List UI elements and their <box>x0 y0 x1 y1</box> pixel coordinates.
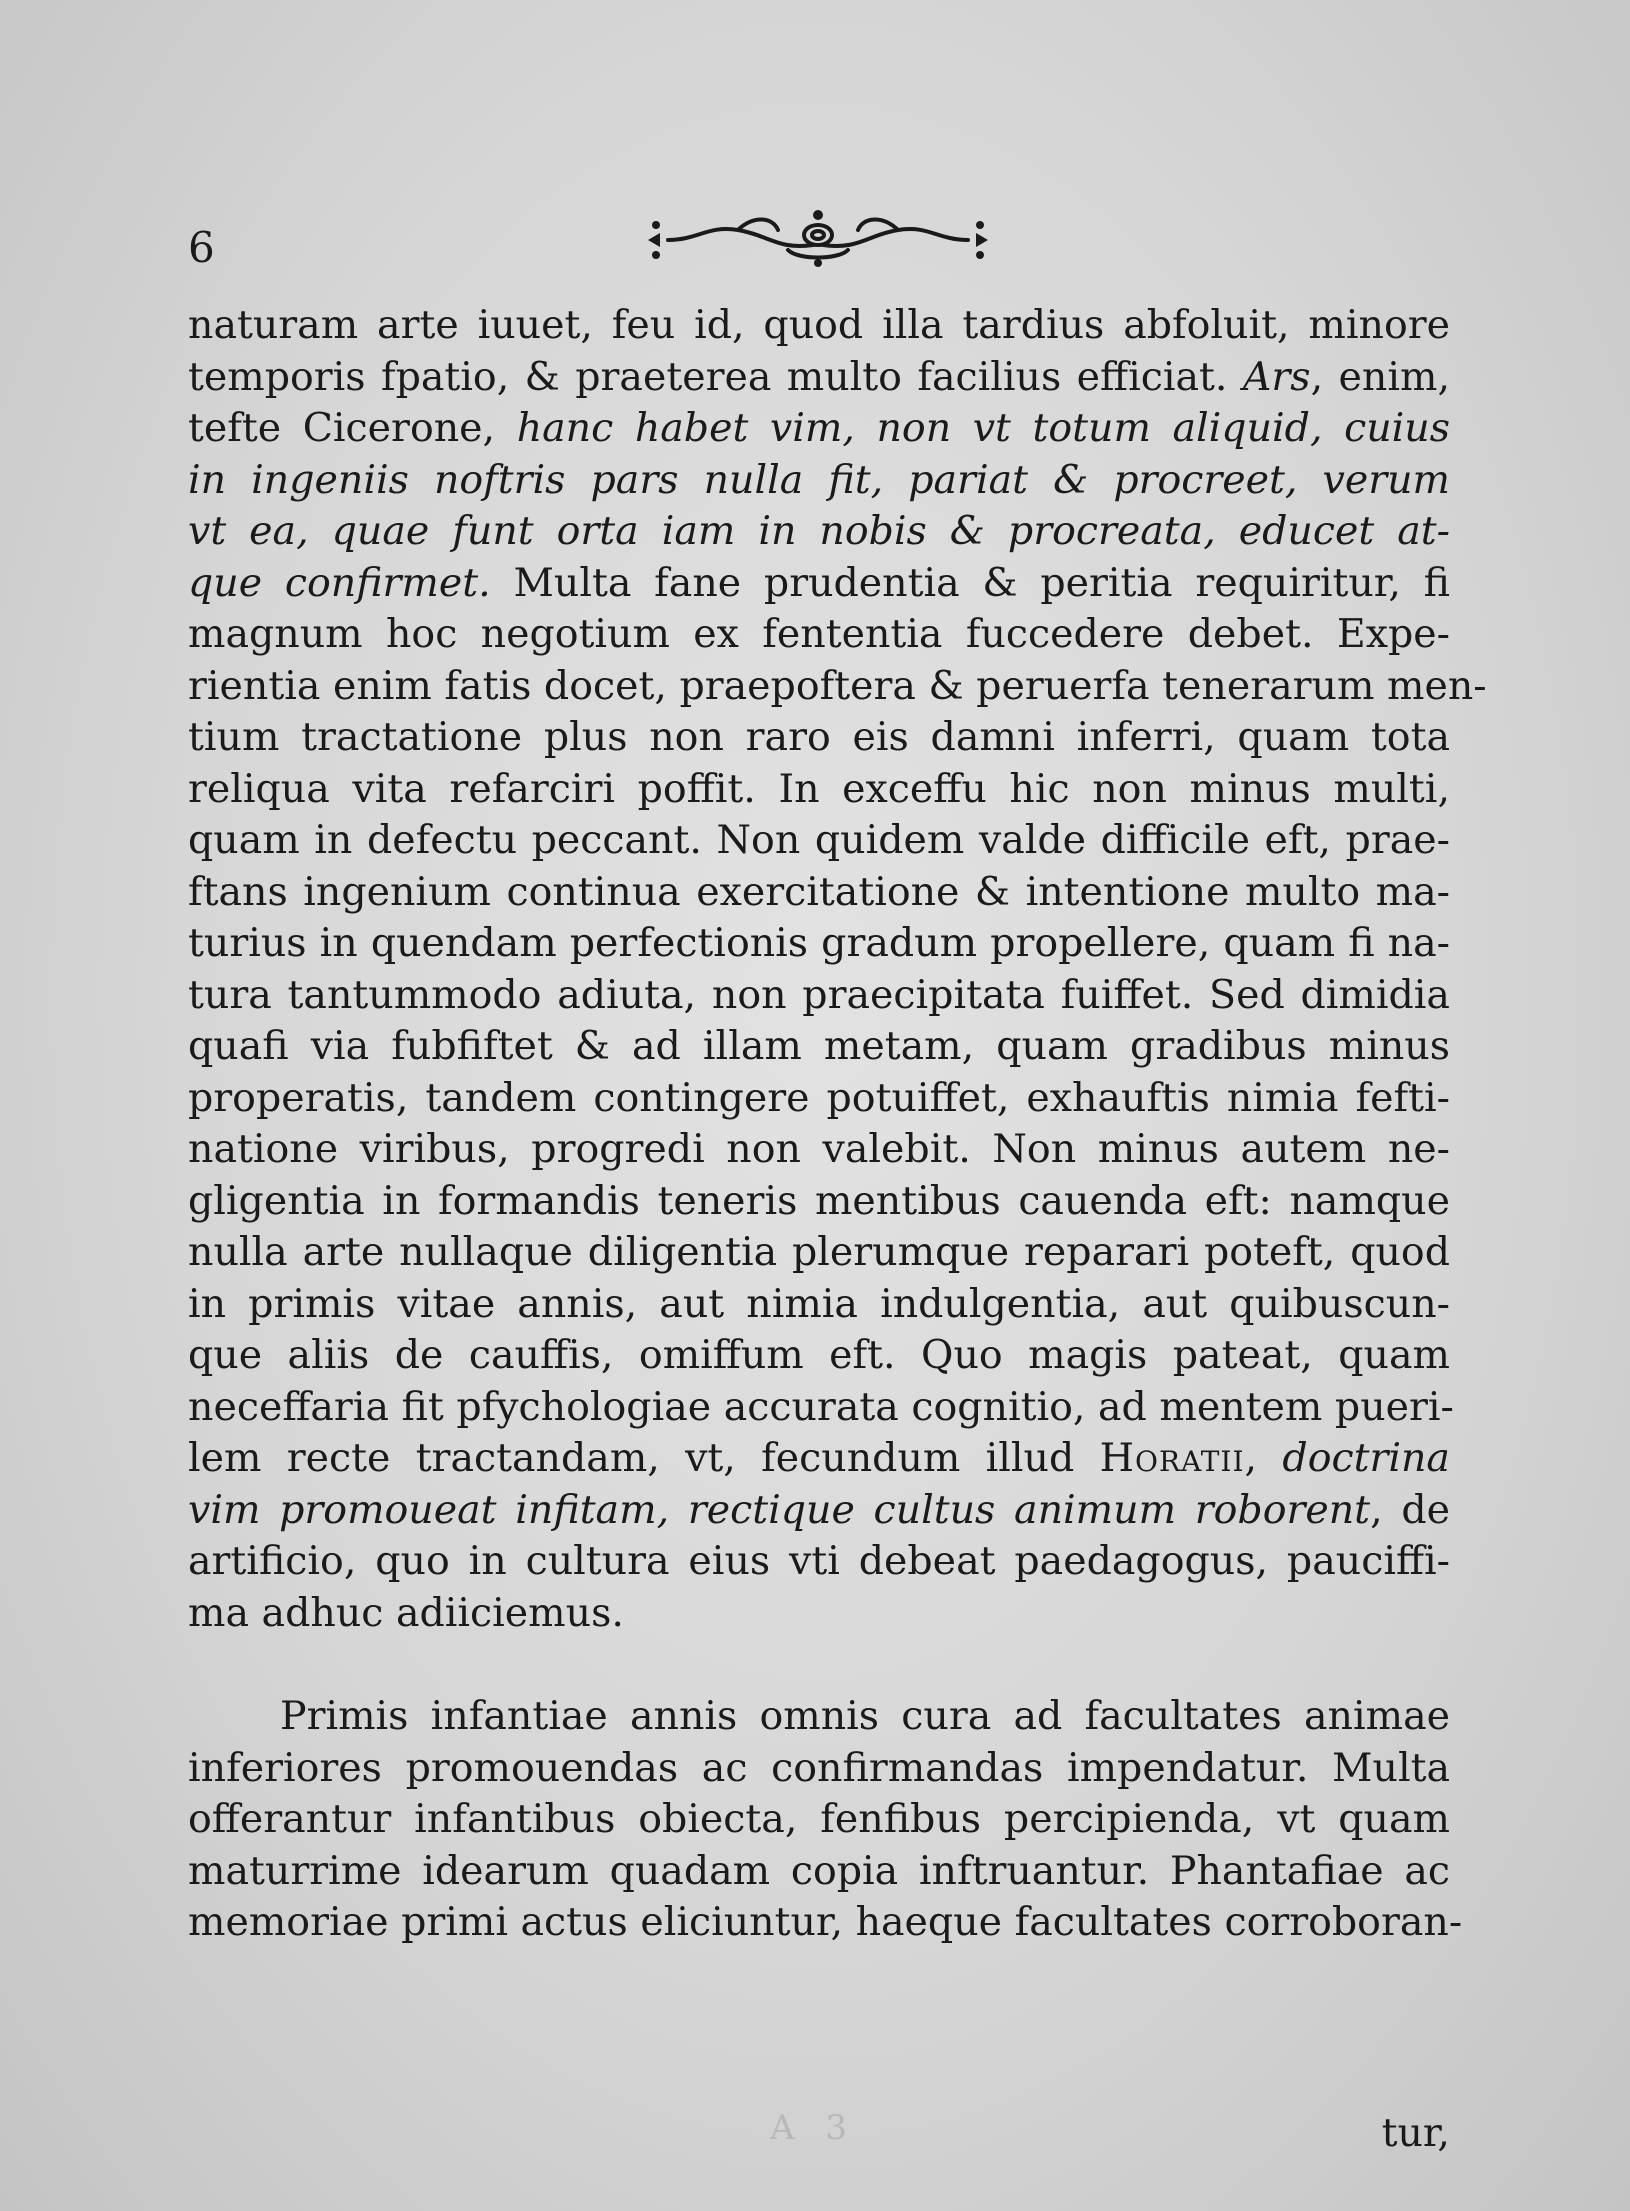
text-line <box>188 1279 1450 1331</box>
italic-text: doctrina <box>1282 1435 1450 1481</box>
text-line <box>188 1021 1450 1073</box>
text-segment: inferiores promouendas ac confirmandas impendatur. Multa <box>188 1744 1450 1791</box>
italic-text: que confirmet. <box>188 559 491 606</box>
text-line <box>188 1794 1450 1846</box>
small-caps-text: Horatii <box>1099 1435 1245 1481</box>
text-line <box>188 1588 1450 1640</box>
text-segment: lem recte tractandam, vt, fecundum illud <box>188 1435 1100 1481</box>
text-segment: rientia enim fatis docet, praepoftera & peruerfa tenerarum men- <box>188 662 1487 709</box>
text-segment: offerantur infantibus obiecta, fenfibus percipienda, vt quam <box>188 1796 1450 1842</box>
text-line <box>188 1124 1450 1176</box>
text-segment: nulla arte nullaque diligentia plerumque reparari poteft, quod <box>188 1229 1450 1275</box>
text-line <box>188 1382 1454 1434</box>
text-line <box>188 1176 1450 1228</box>
text-segment: tefte Cicerone, <box>188 405 517 451</box>
italic-text: Ars <box>1242 353 1311 400</box>
text-segment: , de <box>1370 1486 1451 1533</box>
text-segment: ftans ingenium continua exercitatione & intentione multo ma- <box>188 868 1450 915</box>
italic-text: hanc habet vim, non vt totum aliquid, cuius <box>516 405 1451 451</box>
ornament-headpiece-icon <box>638 205 998 275</box>
text-segment: quam in defectu peccant. Non quidem valde difficile eft, prae- <box>188 817 1450 863</box>
text-line <box>188 1330 1450 1382</box>
text-segment: temporis fpatio, & praeterea multo facilius efficiat. <box>188 353 1243 400</box>
body-text <box>188 300 1487 1949</box>
paragraph-2 <box>188 1691 1463 1949</box>
text-line <box>188 764 1450 816</box>
text-line <box>188 867 1450 919</box>
text-line <box>188 815 1450 867</box>
text-segment: magnum hoc negotium ex fententia fuccedere debet. Expe- <box>188 611 1450 657</box>
text-segment: gligentia in formandis teneris mentibus cauenda eft: namque <box>188 1177 1450 1224</box>
text-line <box>188 918 1450 970</box>
text-segment: naturam arte iuuet, feu id, quod illa tardius abfoluit, minore <box>188 302 1450 348</box>
text-segment: in primis vitae annis, aut nimia indulgentia, aut quibuscun- <box>188 1280 1450 1327</box>
text-line <box>188 609 1450 661</box>
text-segment: quafi via fubfiftet & ad illam metam, quam gradibus minus <box>188 1023 1450 1069</box>
text-line <box>188 1073 1450 1125</box>
text-segment: maturrime idearum quadam copia inftruantur. Phantafiae ac <box>188 1847 1450 1894</box>
text-line <box>188 300 1450 352</box>
text-segment: Multa fane prudentia & peritia requiritur, fi <box>490 559 1450 606</box>
text-segment: , <box>1244 1435 1283 1481</box>
text-segment: que aliis de cauffis, omiffum eft. Quo magis pateat, quam <box>188 1332 1450 1378</box>
text-line <box>188 970 1450 1022</box>
text-segment: tium tractatione plus non raro eis damni inferri, quam tota <box>188 714 1450 760</box>
italic-text: vim promoueat infitam, rectique cultus animum roborent <box>188 1486 1371 1533</box>
text-line <box>188 1485 1450 1537</box>
text-segment: properatis, tandem contingere potuiffet, exhauftis nimia fefti- <box>188 1074 1450 1121</box>
text-line <box>188 712 1450 764</box>
text-line <box>188 1227 1450 1279</box>
text-line <box>188 455 1450 507</box>
text-segment: neceffaria fit pfychologiae accurata cognitio, ad mentem pueri- <box>188 1383 1454 1430</box>
paragraph-1 <box>188 300 1487 1639</box>
paragraph-gap <box>188 1639 1450 1691</box>
signature-mark: A 3 <box>770 2108 857 2148</box>
italic-text: in ingeniis noftris pars nulla fit, pariat & procreet, verum <box>188 456 1450 503</box>
text-line <box>188 1897 1463 1949</box>
text-line <box>188 403 1450 455</box>
text-line <box>188 352 1450 404</box>
text-segment: turius in quendam perfectionis gradum propellere, quam fi na- <box>188 920 1450 966</box>
text-line <box>188 1743 1450 1795</box>
text-line <box>188 506 1450 558</box>
text-segment: ma adhuc adiiciemus. <box>188 1589 624 1636</box>
text-segment: natione viribus, progredi non valebit. Non minus autem ne- <box>188 1126 1450 1172</box>
text-line <box>188 661 1487 713</box>
text-segment: Primis infantiae annis omnis cura ad facultates animae <box>280 1693 1450 1739</box>
text-segment: , enim, <box>1310 353 1450 400</box>
text-segment: reliqua vita refarciri poffit. In exceffu hic non minus multi, <box>188 765 1450 812</box>
text-segment: tura tantummodo adiuta, non praecipitata fuiffet. Sed dimidia <box>188 971 1450 1018</box>
text-line <box>188 1536 1450 1588</box>
text-line <box>188 1433 1450 1485</box>
text-line <box>188 1846 1450 1898</box>
page-header <box>188 205 1448 275</box>
page-number: 6 <box>188 223 215 272</box>
catchword: tur, <box>1381 2110 1450 2156</box>
text-line <box>188 1691 1450 1743</box>
text-segment: artificio, quo in cultura eius vti debeat paedagogus, pauciffi- <box>188 1538 1450 1584</box>
italic-text: vt ea, quae funt orta iam in nobis & procreata, educet at- <box>188 508 1450 554</box>
text-segment: memoriae primi actus eliciuntur, haeque facultates corroboran- <box>188 1899 1463 1945</box>
text-line <box>188 558 1450 610</box>
